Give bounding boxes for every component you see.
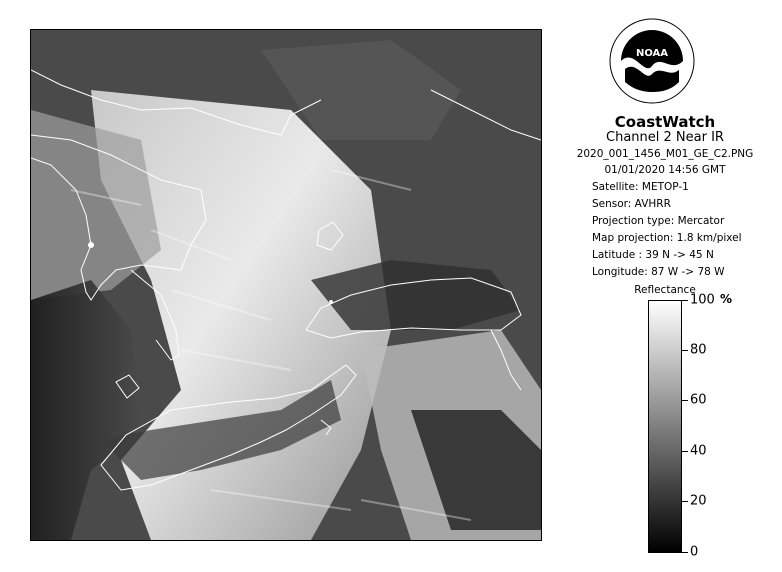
datetime-label: 01/01/2020 14:56 GMT	[604, 164, 726, 176]
svg-text:NOAA: NOAA	[635, 48, 669, 59]
colorbar-title: Reflectance	[634, 284, 696, 296]
longitude-label: Longitude: 87 W -> 78 W	[592, 266, 725, 278]
colorbar-tick-label: 40	[690, 443, 707, 459]
colorbar-tick	[682, 350, 688, 351]
bright-spot	[88, 242, 94, 248]
colorbar-tick	[682, 451, 688, 452]
satellite-map	[30, 29, 542, 541]
filename-label: 2020_001_1456_M01_GE_C2.PNG	[576, 148, 754, 160]
colorbar-tick	[682, 300, 688, 301]
channel-title: Channel 2 Near IR	[606, 130, 724, 145]
colorbar-tick	[682, 501, 688, 502]
noaa-logo	[609, 18, 695, 104]
latitude-label: Latitude : 39 N -> 45 N	[592, 249, 714, 261]
brand-title: CoastWatch	[614, 113, 716, 131]
sensor-label: Sensor: AVHRR	[592, 198, 671, 210]
colorbar-tick	[682, 400, 688, 401]
colorbar-legend	[560, 290, 770, 565]
colorbar-tick-label: 0	[690, 544, 699, 560]
bright-spot	[329, 300, 333, 304]
colorbar-gradient	[648, 300, 682, 553]
colorbar-tick-label: 20	[690, 493, 707, 509]
satellite-label: Satellite: METOP-1	[592, 181, 689, 193]
colorbar-tick-label: 100	[690, 292, 715, 308]
colorbar-tick-label: 80	[690, 342, 707, 358]
colorbar-tick	[682, 552, 688, 553]
colorbar-tick-label: 60	[690, 392, 707, 408]
info-panel	[560, 18, 770, 563]
map-image	[31, 30, 541, 540]
map-projection-label: Map projection: 1.8 km/pixel	[592, 232, 742, 244]
colorbar-unit: %	[720, 292, 733, 306]
projection-type-label: Projection type: Mercator	[592, 215, 725, 227]
